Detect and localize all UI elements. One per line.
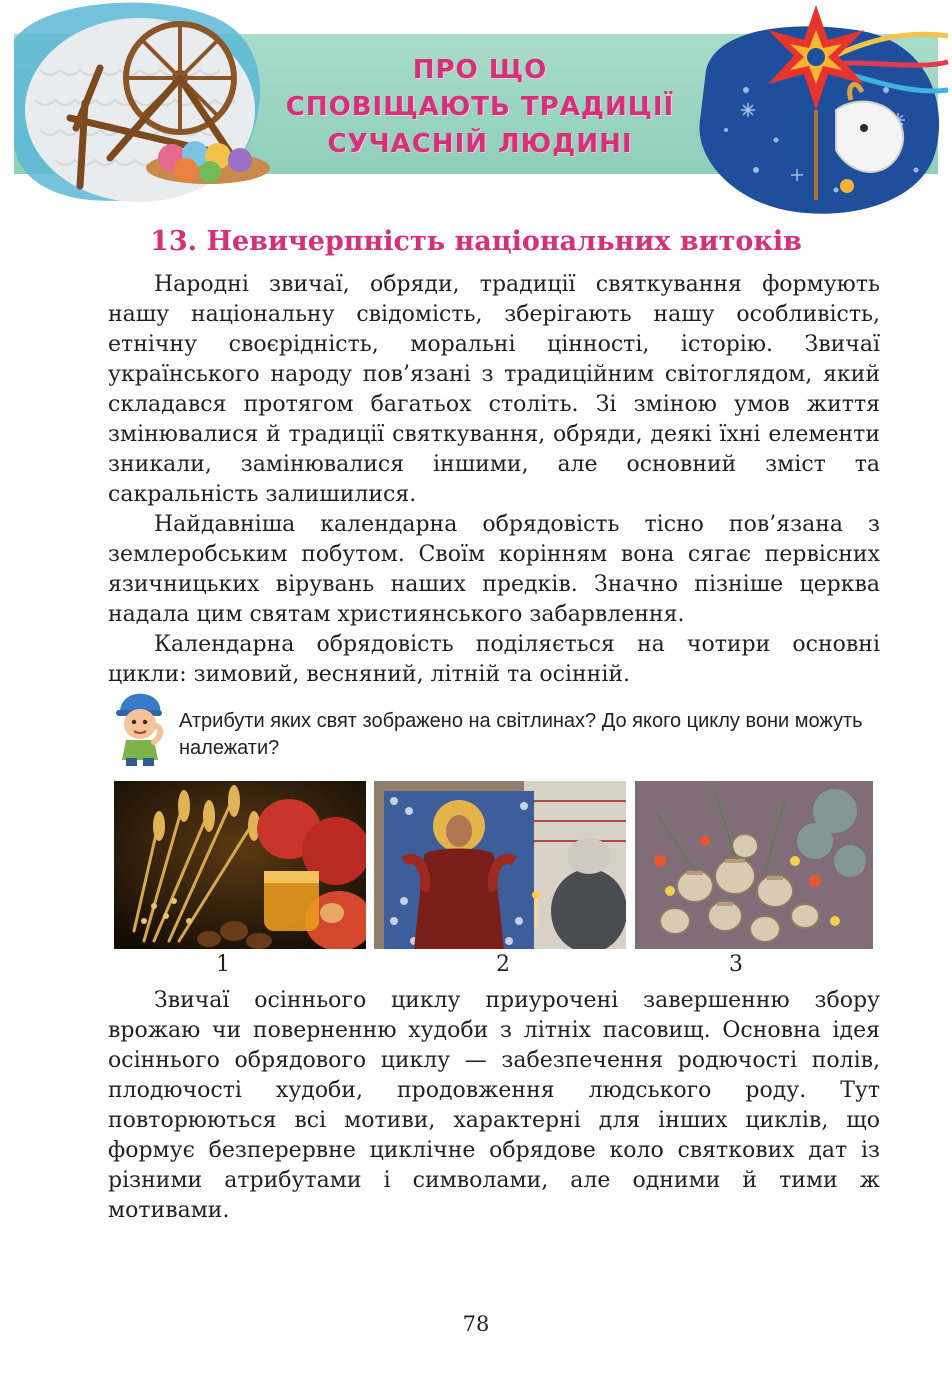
body-text-top bbox=[108, 270, 880, 690]
page-number: 78 bbox=[462, 1312, 490, 1336]
question-text: Атрибути яких свят зображено на світлинах? До якого циклу вони можуть належати? bbox=[179, 710, 863, 759]
chapter-banner bbox=[0, 0, 952, 222]
photo-number: 1 bbox=[216, 952, 230, 977]
photo-number: 2 bbox=[496, 952, 510, 977]
banner-title-line: ПРО ЩО bbox=[412, 55, 548, 85]
spinning-wheel-illustration bbox=[40, 8, 280, 198]
paragraph: Календарна обрядовість поділяється на чотири основні цикли: зимовий, весняний, літній та осінній. bbox=[108, 632, 880, 687]
body-text-bottom bbox=[108, 986, 880, 1226]
paragraph: Найдавніша календарна обрядовість тісно пов’язана з землеробським побутом. Своїм корінням вона сягає первісних язичницьких вірувань наших предків. Значно пізніше церква надала цим святам християнського забарвлення. bbox=[108, 512, 880, 627]
banner-title-line: СУЧАСНІЙ ЛЮДИНІ bbox=[327, 129, 633, 159]
photo-number: 3 bbox=[729, 952, 743, 977]
thinking-boy-icon bbox=[112, 690, 168, 768]
carol-star-goat-illustration bbox=[686, 0, 952, 222]
harvest-wheat-apples-honey-photo bbox=[114, 781, 366, 949]
icon-of-virgin-mary-church-photo bbox=[374, 781, 626, 949]
paragraph: Звичаї осіннього циклу приурочені завершенню збору врожаю чи поверненню худоби з літніх пасовищ. Основна ідея осіннього обрядового циклу — забезпечення родючості полів, плодючості худоби, продовження людського роду. Тут повторюються всі мотиви, характерні для інших циклів, що формує безперервне циклічне обрядове коло святкових дат із різними атрибутами і символами, але одними й тими ж мотивами. bbox=[108, 988, 880, 1223]
banner-title-line: СПОВІЩАЮТЬ ТРАДИЦІЇ bbox=[285, 92, 675, 122]
banner-title bbox=[270, 52, 690, 163]
poppy-heads-bouquet-photo bbox=[635, 781, 873, 949]
paragraph: Народні звичаї, обряди, традиції святкування формують нашу національну свідомість, зберігають нашу особливість, етнічну своєрідність, моральні цінності, історію. Звичаї українського народу пов’язані з традиційним світоглядом, який складався протягом багатьох століть. Зі зміною умов життя змінювалися й традиції святкування, обряди, деякі їхні елементи зникали, замінювалися іншими, але основний зміст та сакральність залишилися. bbox=[108, 272, 880, 507]
lesson-title: 13. Невичерпність національних витоків bbox=[150, 226, 802, 257]
